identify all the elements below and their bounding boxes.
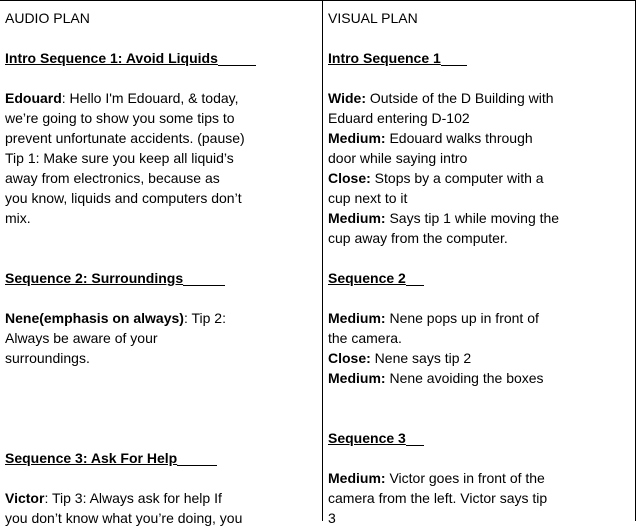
visual-plan-column [322, 0, 636, 526]
visual-seq1-shot-4: door while saying intro [328, 150, 468, 166]
visual-seq1-shot-6: cup next to it [328, 190, 408, 206]
audio-seq3-line-1: Victor: Tip 3: Always ask for help If [5, 490, 222, 506]
visual-seq2-title: Sequence 2 [328, 268, 424, 288]
audio-seq2-title: Sequence 2: Surroundings [5, 268, 225, 288]
audio-seq2-line-2: Always be aware of your [5, 330, 158, 346]
visual-seq1-title: Intro Sequence 1 [328, 48, 467, 68]
visual-seq1-shot-2: Eduard entering D-102 [328, 110, 470, 126]
visual-seq2-shot-3: Close: Nene says tip 2 [328, 350, 472, 366]
audio-seq1-line-4: Tip 1: Make sure you keep all liquid’s [5, 150, 234, 166]
speaker-name: Nene(emphasis on always) [5, 310, 184, 326]
visual-seq3-shot-2: camera from the left. Victor says tip [328, 490, 548, 506]
audio-seq1-line-5: away from electronics, because as [5, 170, 220, 186]
visual-seq3-shot-1: Medium: Victor goes in front of the [328, 470, 545, 486]
audio-seq1-line-7: mix. [5, 210, 31, 226]
visual-seq1-shot-7: Medium: Says tip 1 while moving the [328, 210, 560, 226]
audio-seq3-title: Sequence 3: Ask For Help [5, 448, 217, 468]
audio-seq2-line-3: surroundings. [5, 350, 90, 366]
audio-seq1-line-3: prevent unfortunate accidents. (pause) [5, 130, 245, 146]
visual-seq3-title: Sequence 3 [328, 428, 424, 448]
audio-seq2-line-1: Nene(emphasis on always): Tip 2: [5, 310, 226, 326]
audio-seq1-line-6: you know, liquids and computers don’t [5, 190, 242, 206]
visual-seq2-shot-1: Medium: Nene pops up in front of [328, 310, 539, 326]
visual-seq2-shot-4: Medium: Nene avoiding the boxes [328, 370, 544, 386]
audio-seq1-line-1: Edouard: Hello I'm Edouard, & today, [5, 90, 239, 106]
audio-plan-header: AUDIO PLAN [5, 10, 90, 26]
visual-plan-header: VISUAL PLAN [328, 10, 418, 26]
visual-seq1-shot-5: Close: Stops by a computer with a [328, 170, 544, 186]
visual-seq3-shot-3: 3 [328, 510, 336, 526]
audio-seq1-title: Intro Sequence 1: Avoid Liquids [5, 48, 256, 68]
visual-seq1-shot-3: Medium: Edouard walks through [328, 130, 533, 146]
audio-seq3-line-2: you don’t know what you’re doing, you [5, 510, 243, 526]
speaker-name: Victor [5, 490, 45, 506]
speaker-name: Edouard [5, 90, 62, 106]
visual-seq2-shot-2: the camera. [328, 330, 402, 346]
visual-seq1-shot-8: cup away from the computer. [328, 230, 508, 246]
visual-seq1-shot-1: Wide: Outside of the D Building with [328, 90, 554, 106]
audio-seq1-line-2: we’re going to show you some tips to [5, 110, 235, 126]
